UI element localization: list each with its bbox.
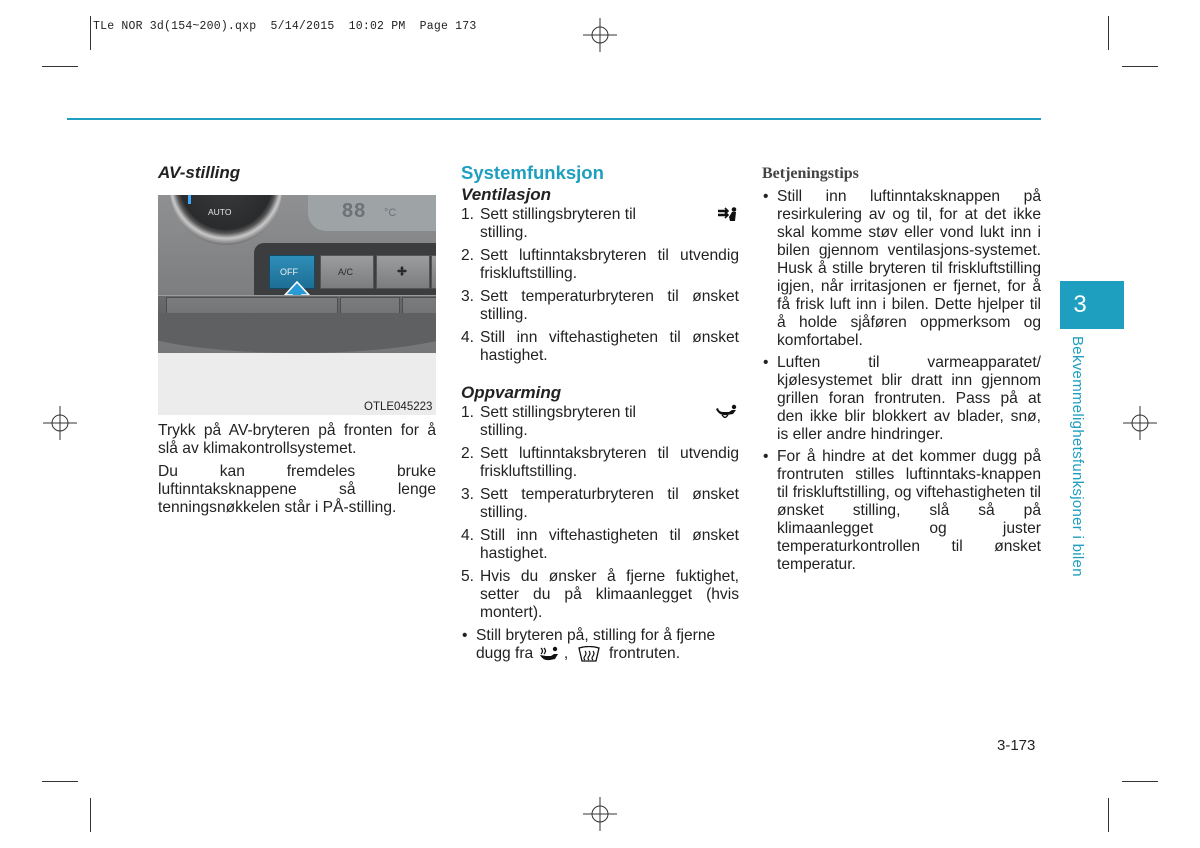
- left-text: [158, 422, 436, 517]
- step-text: Sett stillingsbryteren til: [480, 404, 636, 421]
- knob-indicator-light: [188, 195, 191, 204]
- heating-steps: [461, 404, 739, 622]
- subheading: Ventilasjon: [461, 185, 552, 204]
- subheading: Oppvarming: [461, 383, 562, 402]
- section-heading: AV-stilling: [158, 163, 241, 182]
- registration-mark-icon: [583, 797, 617, 831]
- list-item: [461, 288, 739, 324]
- step-number: 4.: [461, 527, 475, 544]
- image-caption: OTLE045223: [364, 401, 433, 413]
- step-text: Sett temperaturbryteren til ønsket stilling.: [480, 288, 739, 323]
- crop-mark: [42, 781, 78, 782]
- bullet-text: Still bryteren på, stilling for å fjerne: [476, 627, 716, 644]
- list-item: [461, 627, 739, 663]
- middle-column: [461, 164, 739, 667]
- paragraph: Du kan fremdeles bruke luftinntaksknappene så lenge tenningsnøkkelen står i PÅ-stilling.: [158, 463, 436, 516]
- step-text: Sett stillingsbryteren til: [480, 206, 636, 223]
- step-text: stilling.: [480, 422, 528, 439]
- step-number: 2.: [461, 445, 475, 462]
- left-column: [158, 164, 436, 182]
- bullet-text: Still inn luftinntaksknappen på resirkulering av og til, for at det ikke skal komme støv eller vond lukt inn i bilen gjennom ventilasjons-systemet. Husk å stille bryteren til friskluftstilling igjen, når irritasjonen er fjernet, for å få frisk luft inn i bilen. Dette hjelper til å holde sjåføren oppmerksom og komfortabel.: [777, 188, 1041, 349]
- bullet-dot: •: [763, 188, 769, 205]
- bullet-dot: •: [462, 627, 468, 644]
- ac-button-label: A/C: [338, 267, 354, 277]
- paragraph: Trykk på AV-bryteren på fronten for å slå av klimakontrollsystemet.: [158, 422, 436, 457]
- defrost-icon: [577, 646, 601, 662]
- crop-mark: [1122, 66, 1158, 67]
- step-number: 2.: [461, 247, 475, 264]
- next-button: [431, 255, 436, 289]
- step-text: Still inn viftehastigheten til ønsket hastighet.: [480, 527, 739, 562]
- dashboard-edge: [158, 313, 436, 353]
- step-number: 3.: [461, 288, 475, 305]
- list-item: [762, 448, 1041, 574]
- chapter-title: Bekvemmelighetsfunksjoner i bilen: [1069, 336, 1086, 577]
- crop-mark: [1108, 16, 1109, 50]
- list-item: [762, 354, 1041, 444]
- crop-mark: [42, 66, 78, 67]
- step-number: 3.: [461, 486, 475, 503]
- bullet-separator: ,: [563, 645, 569, 662]
- list-item: [461, 206, 739, 242]
- bullet-dot: •: [763, 354, 769, 371]
- tips-list: [762, 188, 1041, 574]
- list-item: [461, 445, 739, 481]
- registration-mark-icon: [43, 406, 77, 440]
- list-item: [461, 247, 739, 283]
- page-number: 3-173: [997, 737, 1036, 754]
- step-text: Sett temperaturbryteren til ønsket stilling.: [480, 486, 739, 521]
- off-button-label: OFF: [280, 267, 298, 277]
- crop-mark: [90, 798, 91, 832]
- chapter-number: 3: [1073, 291, 1087, 318]
- knob-label: AUTO: [208, 207, 232, 217]
- floor-defrost-icon: [538, 646, 560, 662]
- step-text: Sett luftinntaksbryteren til utvendig friskluftstilling.: [480, 247, 739, 282]
- list-item: [461, 568, 739, 622]
- face-vent-icon: [717, 206, 739, 222]
- right-column: [762, 165, 1041, 578]
- lcd-digits: 88: [342, 200, 367, 222]
- bullet-text: frontruten.: [608, 645, 681, 662]
- registration-mark-icon: [1123, 406, 1157, 440]
- climate-control-photo: [158, 195, 436, 415]
- lcd-display: [308, 195, 436, 231]
- crop-mark: [1108, 798, 1109, 832]
- step-number: 4.: [461, 329, 475, 346]
- bullet-dot: •: [763, 448, 769, 465]
- temperature-knob: [170, 195, 282, 245]
- step-text: Sett luftinntaksbryteren til utvendig friskluftstilling.: [480, 445, 739, 480]
- list-item: [461, 404, 739, 440]
- step-text: Still inn viftehastigheten til ønsket hastighet.: [480, 329, 739, 364]
- bullet-text: Luften til varmeapparatet/ kjølesystemet blir dratt inn gjennom grillen foran frontruten. Pass på at den ikke blir blokkert av blader, snø, is eller andre hindringer.: [777, 354, 1041, 443]
- heating-bullets: [461, 627, 739, 663]
- step-text: stilling.: [480, 224, 528, 241]
- fan-icon: [396, 265, 408, 277]
- step-number: 1.: [461, 404, 475, 421]
- crop-mark: [1122, 781, 1158, 782]
- section-heading: Betjeningstips: [762, 165, 859, 182]
- top-rule: [67, 118, 1041, 120]
- list-item: [461, 486, 739, 522]
- registration-mark-icon: [583, 18, 617, 52]
- ventilation-steps: [461, 206, 739, 365]
- list-item: [461, 527, 739, 563]
- floor-vent-icon: [715, 404, 739, 418]
- crop-mark: [90, 16, 91, 50]
- step-text: Hvis du ønsker å fjerne fuktighet, setter du på klimaanlegget (hvis montert).: [480, 568, 739, 621]
- print-header: TLe NOR 3d(154~200).qxp 5/14/2015 10:02 PM Page 173: [93, 20, 477, 33]
- bullet-text: dugg fra: [476, 645, 534, 662]
- step-number: 1.: [461, 206, 475, 223]
- step-number: 5.: [461, 568, 475, 585]
- list-item: [461, 329, 739, 365]
- section-heading: Systemfunksjon: [461, 162, 604, 183]
- bullet-text: For å hindre at det kommer dugg på frontruten stilles luftinntaks-knappen til friskluftstilling, og viftehastigheten til ønsket stilling, slå så på klimaanlegget og juster temperaturkontrollen til ønsket temperatur.: [777, 448, 1041, 573]
- list-item: [762, 188, 1041, 350]
- lcd-unit: °C: [384, 207, 397, 219]
